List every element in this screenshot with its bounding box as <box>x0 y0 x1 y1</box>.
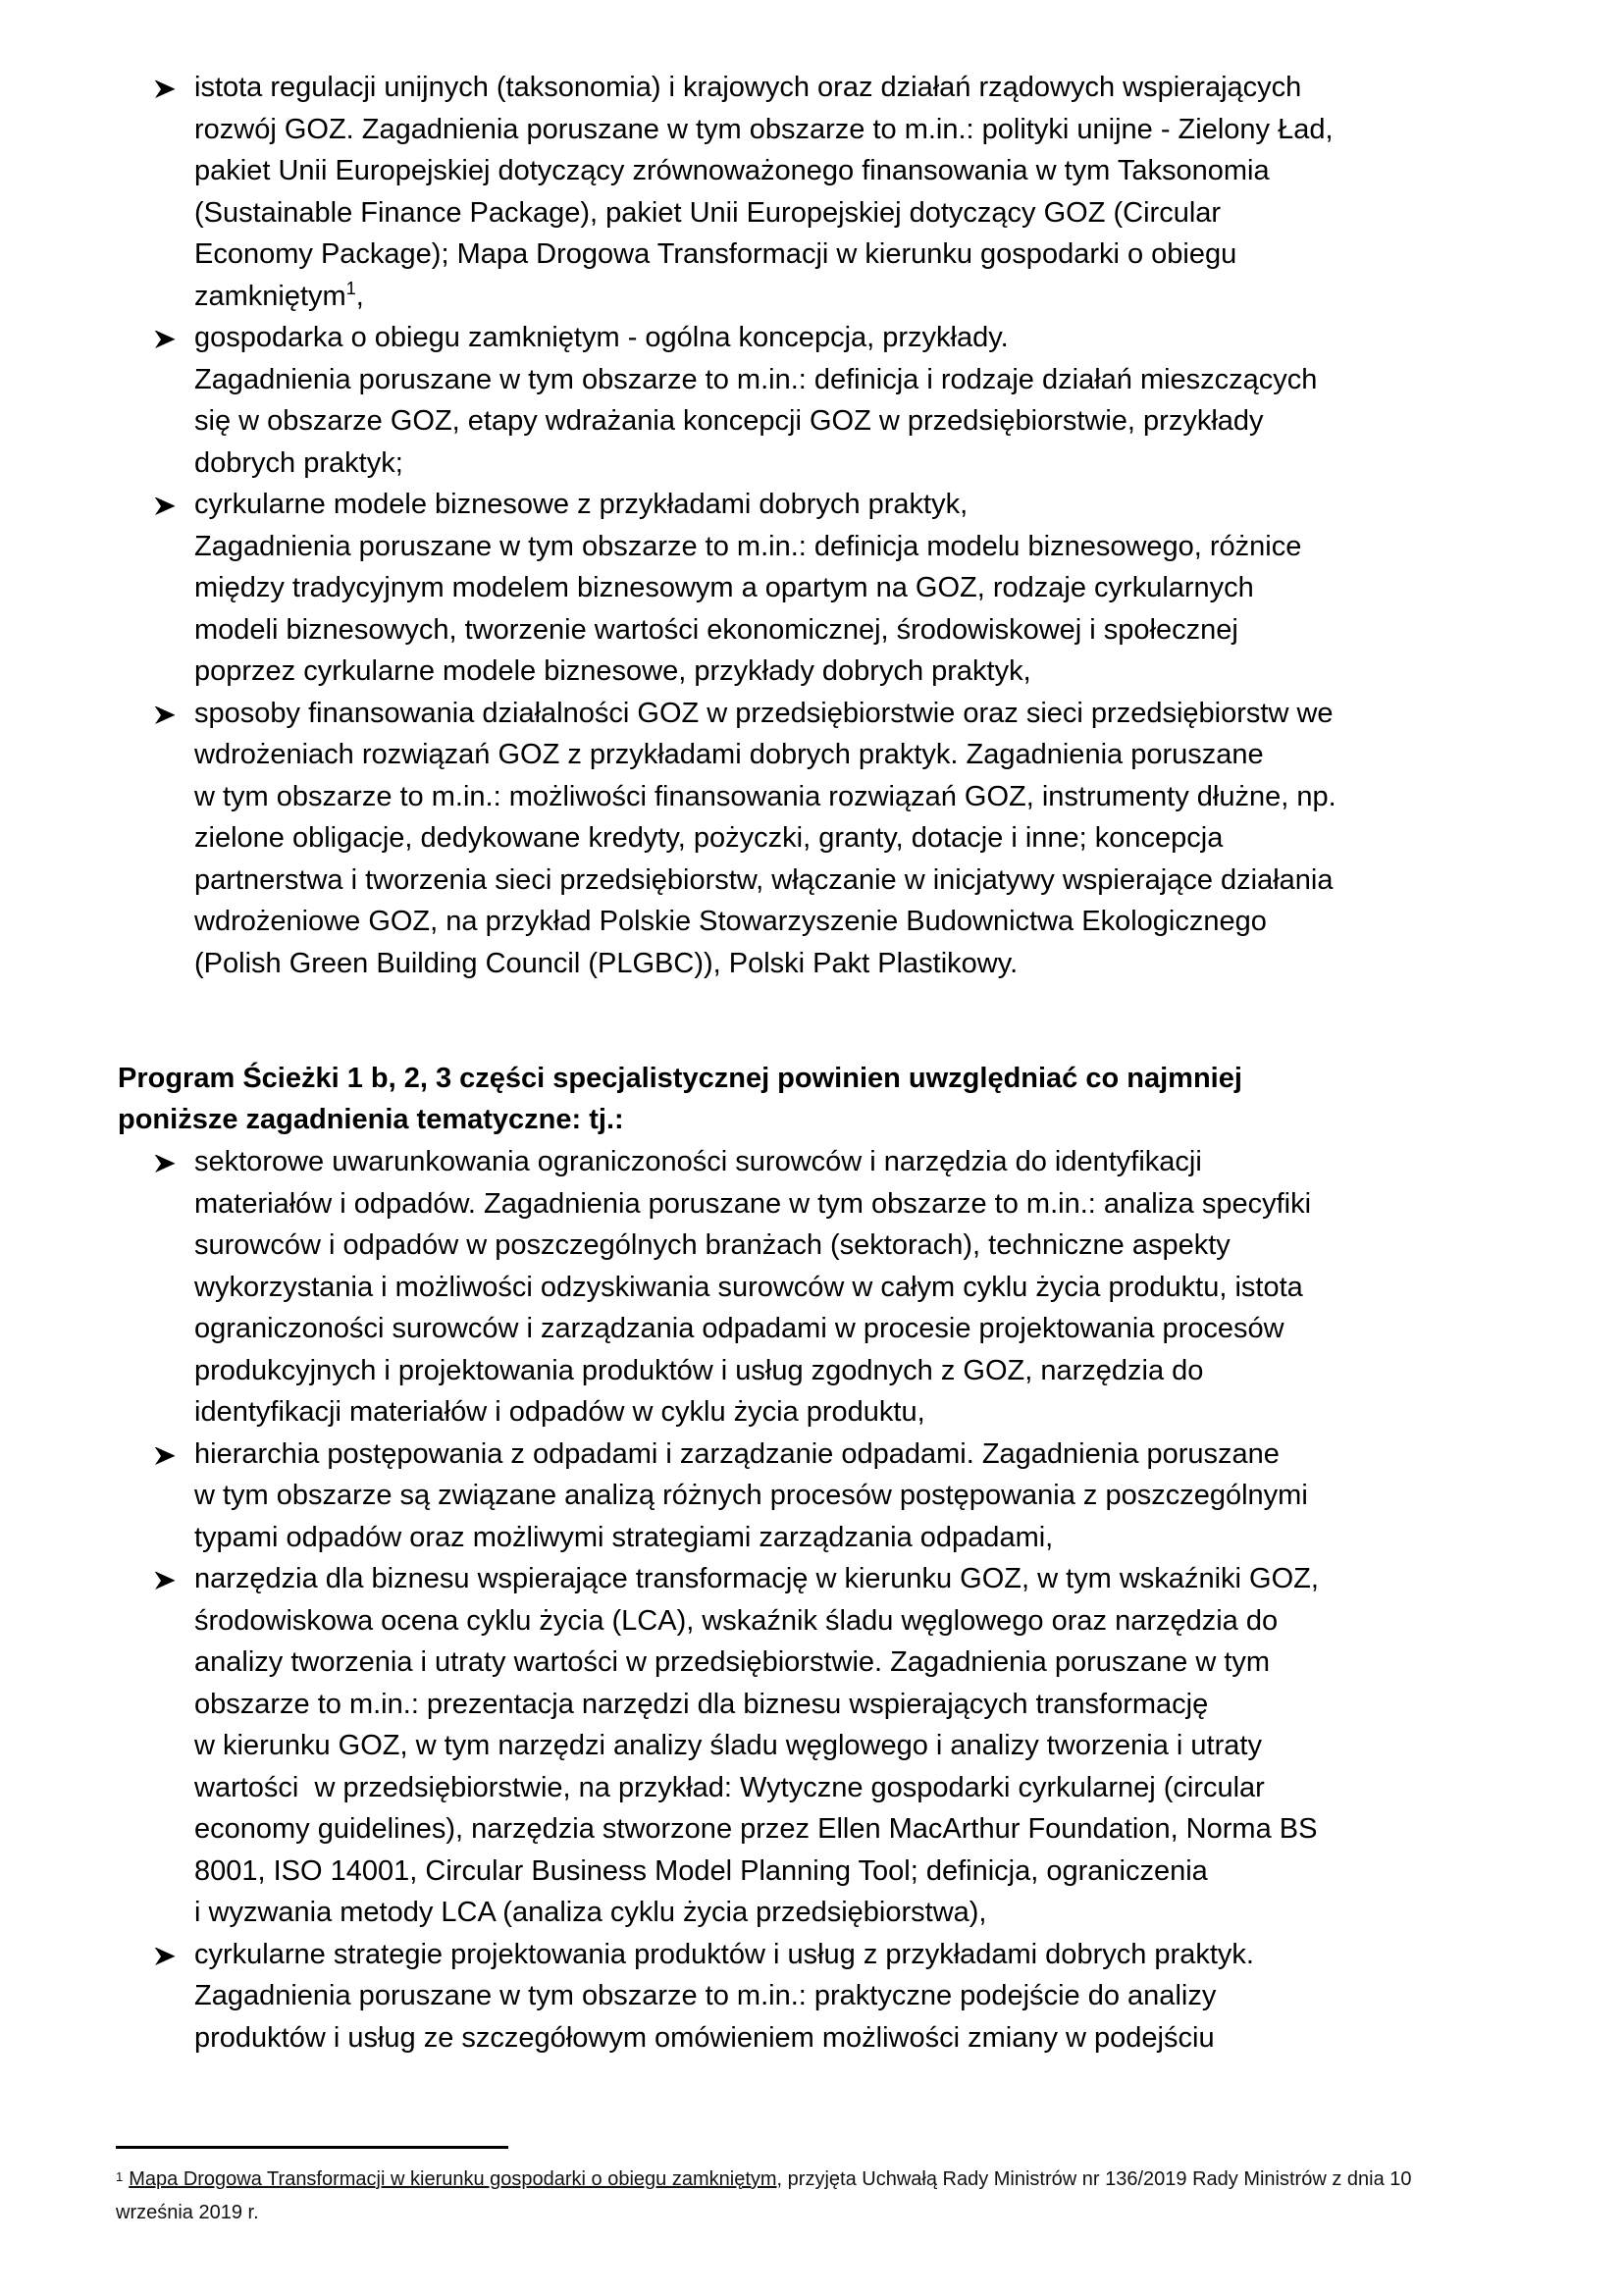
text-span: i wyzwania metody LCA (analiza cyklu życia przedsiębiorstwa), <box>194 1897 987 1928</box>
text-span: produkcyjnych i projektowania produktów i usług zgodnych z GOZ, narzędzia do <box>194 1354 1204 1386</box>
bullet-text-line <box>194 1767 1265 1809</box>
text-span: economy guidelines), narzędzia stworzone przez Ellen MacArthur Foundation, Norma BS <box>194 1813 1318 1845</box>
footnote-document-link[interactable]: Mapa Drogowa Transformacji w kierunku gospodarki o obiegu zamkniętym <box>129 2168 777 2190</box>
text-span: narzędzia dla biznesu wspierające transformację w kierunku GOZ, w tym wskaźniki GOZ, <box>194 1563 1319 1594</box>
bullet-text-line <box>194 1350 1203 1392</box>
text-span: sektorowe uwarunkowania ograniczoności surowców i narzędzia do identyfikacji <box>194 1146 1202 1177</box>
arrowhead-bullet-icon <box>155 1434 177 1476</box>
bullet-text-line <box>194 1975 1216 2017</box>
bullet-text-line <box>194 1725 1262 1767</box>
bullet-text-line <box>194 1517 1053 1559</box>
bullet-text-line <box>194 1934 1254 1976</box>
text-span: hierarchia postępowania z odpadami i zarządzanie odpadami. Zagadnienia poruszane <box>194 1437 1280 1470</box>
text-span: analizy tworzenia i utraty wartości w przedsiębiorstwie. Zagadnienia poruszane w tym <box>194 1646 1271 1678</box>
text-span: typami odpadów oraz możliwymi strategiami zarządzania odpadami, <box>194 1521 1054 1553</box>
text-span: produktów i usług ze szczegółowym omówieniem możliwości zmiany w podejściu <box>194 2021 1215 2054</box>
footnote-separator <box>116 2146 508 2149</box>
bullet-text-line <box>194 776 1336 818</box>
text-span: (Sustainable Finance Package), pakiet Unii Europejskiej dotyczący GOZ (Circular <box>194 196 1222 229</box>
bullet-text-line <box>194 860 1334 902</box>
bullet-text-line <box>194 1642 1270 1684</box>
arrowhead-bullet-icon <box>155 484 177 526</box>
bullet-text-line <box>194 1892 986 1934</box>
bullet-text-line <box>194 1434 1280 1476</box>
text-span: Zagadnienia poruszane w tym obszarze to m.in.: definicja i rodzaje działań mieszczących <box>194 363 1318 395</box>
bullet-text-line <box>194 1851 1208 1893</box>
bullet-text-line <box>194 693 1334 735</box>
arrowhead-bullet-icon <box>155 1558 177 1600</box>
text-span: wdrożeniach rozwiązań GOZ z przykładami dobrych praktyk. Zagadnienia poruszane <box>194 739 1264 770</box>
footnote <box>116 2163 1412 2196</box>
text-span: między tradycyjnym modelem biznesowym a opartym na GOZ, rodzaje cyrkularnych <box>194 572 1254 603</box>
bullet-text-line <box>194 1600 1278 1643</box>
arrowhead-bullet-icon <box>155 693 177 735</box>
bullet-text-line <box>194 2017 1215 2060</box>
bullet-text-line <box>194 150 1270 192</box>
text-span: materiałów i odpadów. Zagadnienia poruszane w tym obszarze to m.in.: analiza specyfiki <box>194 1187 1312 1220</box>
bullet-text-line <box>194 1267 1303 1309</box>
arrowhead-bullet-icon <box>155 67 177 109</box>
text-span: w tym obszarze to m.in.: możliwości finansowania rozwiązań GOZ, instrumenty dłużne, np. <box>194 780 1336 812</box>
bullet-text-line <box>194 359 1317 401</box>
arrowhead-bullet-icon <box>155 1934 177 1976</box>
text-span: Economy Package); Mapa Drogowa Transformacji w kierunku gospodarki o obiegu <box>194 238 1237 270</box>
bullet-text-line <box>194 1808 1317 1851</box>
bullet-text-line <box>194 1225 1231 1267</box>
text-span: surowców i odpadów w poszczególnych branżach (sektorach), techniczne aspekty <box>194 1229 1231 1261</box>
arrowhead-bullet-icon <box>155 317 177 359</box>
text-span: środowiskowa ocena cyklu życia (LCA), wskaźnik śladu węglowego oraz narzędzia do <box>194 1604 1279 1637</box>
bullet-text-line <box>194 734 1264 776</box>
bullet-text-line <box>194 443 403 485</box>
bullet-text-line <box>194 526 1301 568</box>
bullet-text-line <box>194 609 1238 652</box>
text-span: identyfikacji materiałów i odpadów w cyklu życia produktu, <box>194 1396 925 1428</box>
text-span: się w obszarze GOZ, etapy wdrażania koncepcji GOZ w przedsiębiorstwie, przykłady <box>194 405 1264 437</box>
bullet-text-line <box>194 651 1031 693</box>
bullet-text-line <box>194 1475 1308 1517</box>
bullet-text-line <box>194 1391 925 1434</box>
footnote-text: , przyjęta Uchwałą Rady Ministrów nr 136/2019 Rady Ministrów z dnia 10 <box>776 2168 1412 2190</box>
bullet-text-line <box>194 817 1223 860</box>
bullet-text-line <box>194 1141 1202 1183</box>
text-span: ograniczoności surowców i zarządzania odpadami w procesie projektowania procesów <box>194 1313 1284 1344</box>
text-span: obszarze to m.in.: prezentacja narzędzi dla biznesu wspierających transformację <box>194 1688 1209 1720</box>
section-heading: Program Ścieżki 1 b, 2, 3 części specjalistycznej powinien uwzględniać co najmniej <box>118 1063 1242 1094</box>
section-heading: poniższe zagadnienia tematyczne: tj.: <box>118 1104 624 1135</box>
bullet-text-line <box>194 67 1301 109</box>
text-span: wykorzystania i możliwości odzyskiwania surowców w całym cyklu życia produktu, istota <box>194 1271 1303 1303</box>
bullet-text-line <box>194 234 1236 276</box>
text-span: zamkniętym <box>194 280 346 312</box>
text-span: partnerstwa i tworzenia sieci przedsiębiorstw, włączanie w inicjatywy wspierające działania <box>194 863 1334 896</box>
text-span: cyrkularne modele biznesowe z przykładami dobrych praktyk, <box>194 489 969 520</box>
text-span: 8001, ISO 14001, Circular Business Model Planning Tool; definicja, ograniczenia <box>194 1854 1208 1887</box>
text-span: Zagadnienia poruszane w tym obszarze to m.in.: definicja modelu biznesowego, różnice <box>194 530 1302 562</box>
bullet-text-line <box>194 1308 1284 1350</box>
text-span: Zagadnienia poruszane w tym obszarze to m.in.: praktyczne podejście do analizy <box>194 1980 1217 2011</box>
text-span: pakiet Unii Europejskiej dotyczący zrównoważonego finansowania w tym Taksonomia <box>194 155 1270 186</box>
bullet-text-line <box>194 276 364 318</box>
footnote-number: 1 <box>116 2169 124 2184</box>
text-span: modeli biznesowych, tworzenie wartości ekonomicznej, środowiskowej i społecznej <box>194 613 1238 646</box>
bullet-text-line <box>194 1558 1319 1600</box>
bullet-text-line <box>194 192 1221 235</box>
text-span: wartości w przedsiębiorstwie, na przykład: Wytyczne gospodarki cyrkularnej (circular <box>194 1771 1265 1803</box>
bullet-text-line <box>194 484 968 526</box>
text-span: w tym obszarze są związane analizą różnych procesów postępowania z poszczególnymi <box>194 1480 1308 1511</box>
text-span: rozwój GOZ. Zagadnienia poruszane w tym obszarze to m.in.: polityki unijne - Zielony Ład, <box>194 113 1334 145</box>
bullet-text-line <box>194 317 1009 359</box>
text-span: zielone obligacje, dedykowane kredyty, pożyczki, granty, dotacje i inne; koncepcja <box>194 822 1224 854</box>
text-span: cyrkularne strategie projektowania produktów i usług z przykładami dobrych praktyk. <box>194 1938 1254 1970</box>
text-span: (Polish Green Building Council (PLGBC)), Polski Pakt Plastikowy. <box>194 947 1019 979</box>
text-span: gospodarka o obiegu zamkniętym - ogólna koncepcja, przykłady. <box>194 322 1009 353</box>
arrowhead-bullet-icon <box>155 1141 177 1183</box>
bullet-text-line <box>194 1684 1208 1726</box>
text-span: w kierunku GOZ, w tym narzędzi analizy śladu węglowego i analizy tworzenia i utraty <box>194 1730 1262 1761</box>
text-span: sposoby finansowania działalności GOZ w przedsiębiorstwie oraz sieci przedsiębiorstw we <box>194 697 1334 729</box>
footnote-text: września 2019 r. <box>116 2202 259 2223</box>
bullet-text-line <box>194 567 1254 609</box>
bullet-text-line <box>194 943 1018 985</box>
text-span: wdrożeniowe GOZ, na przykład Polskie Stowarzyszenie Budownictwa Ekologicznego <box>194 906 1267 937</box>
text-span: , <box>355 280 364 312</box>
text-span: dobrych praktyk; <box>194 446 403 479</box>
text-span: istota regulacji unijnych (taksonomia) i krajowych oraz działań rządowych wspierających <box>194 72 1302 103</box>
bullet-text-line <box>194 1183 1311 1226</box>
bullet-text-line <box>194 901 1267 943</box>
text-span: poprzez cyrkularne modele biznesowe, przykłady dobrych praktyk, <box>194 655 1031 687</box>
bullet-text-line <box>194 109 1334 151</box>
bullet-text-line <box>194 400 1264 443</box>
footnote-reference-link[interactable]: 1 <box>345 278 356 298</box>
